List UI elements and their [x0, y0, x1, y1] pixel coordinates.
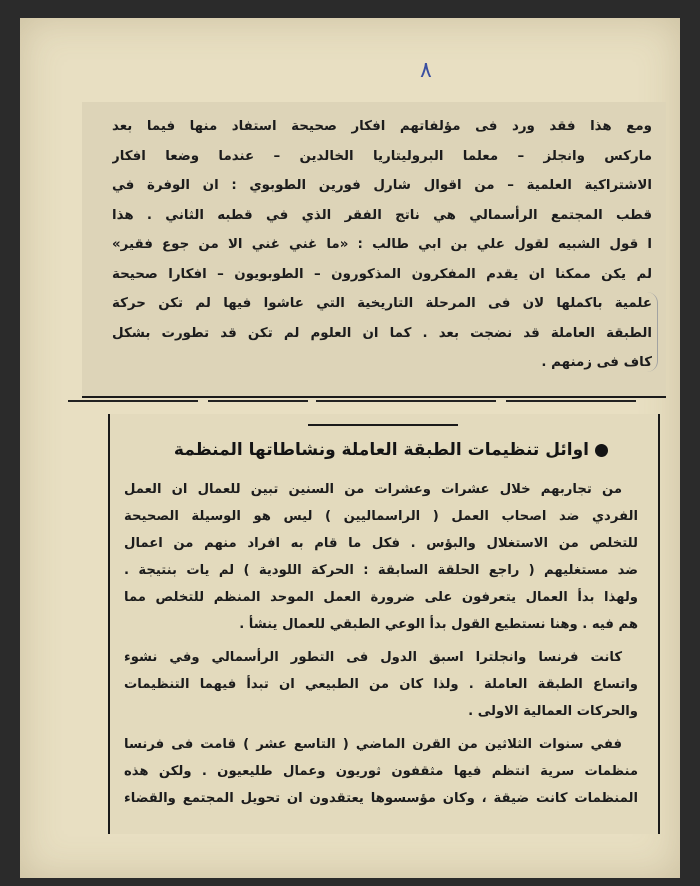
text-line: كانت فرنسا وانجلترا اسبق الدول فى التطور الرأسمالي وفي نشوء: [124, 650, 622, 665]
text-line: المنظمات كانت ضيقة ، وكان مؤسسوها يعتقدون ان تحويل المجتمع والقضاء: [124, 791, 638, 806]
text-line: واتساع الطبقة العاملة . ولذا كان من الطبيعي ان تبدأ فيهما التنظيمات: [124, 677, 638, 692]
text-line: ماركس وانجلز – معلما البروليتاريا الخالدين – عندما وضعا افكار: [112, 148, 652, 164]
clipping-top-text: [112, 112, 652, 378]
text-line: والحركات العمالية الاولى .: [468, 704, 638, 719]
text-line: قطب المجتمع الرأسمالي هي ناتج الفقر الذي في قطبه الثاني . هذا: [112, 207, 652, 223]
text-line: ففي سنوات الثلاثين من القرن الماضي ( التاسع عشر ) قامت فى فرنسا: [124, 737, 622, 752]
column-rule: [506, 400, 636, 402]
article-heading-text: اوائل تنظيمات الطبقة العاملة ونشاطاتها المنظمة: [173, 440, 589, 460]
column-rule: [208, 400, 308, 402]
text-line: ا قول الشبيه لقول علي بن ابي طالب : «ما غني غني الا من جوع فقير»: [112, 237, 652, 252]
text-line: للتخلص من الاستغلال والبؤس . فكل ما قام به افراد منهم من اعمال: [124, 536, 638, 551]
text-line: ومع هذا فقد ورد فى مؤلفاتهم افكار صحيحة استفاد منها فيما بعد: [112, 119, 652, 134]
article-heading: [174, 440, 608, 460]
heading-rule: [308, 424, 458, 426]
text-line: الفردي ضد اصحاب العمل ( الراسماليين ) ليس هو الوسيلة الصحيحة: [124, 509, 638, 524]
bullet-icon: [595, 444, 608, 457]
text-line: الطبقة العاملة قد نضجت بعد . كما ان العلوم لم تكن قد تطورت بشكل: [112, 325, 652, 341]
text-line: ولهذا بدأ العمال يتعرفون على ضرورة العمل الموحد المنظم للتخلص مما: [124, 590, 638, 605]
text-line: كاف فى زمنهم .: [541, 355, 652, 370]
paper-sheet: [20, 18, 680, 878]
column-rule: [316, 400, 496, 402]
text-line: ضد مستغليهم ( راجع الحلقة السابقة : الحركة اللودية ) لم يات بنتيجة .: [124, 563, 638, 578]
pencil-mark: [647, 292, 658, 372]
text-line: هم فيه . وهنا نستطيع القول بدأ الوعي الطبقي للعمال ينشأ .: [239, 617, 638, 632]
text-line: علمية باكملها لان فى المرحلة التاريخية التي عاشوا فيها لم تكن حركة: [112, 296, 652, 311]
article-body: [124, 476, 638, 812]
column-rule: [68, 400, 198, 402]
handwritten-page-number: ٨: [420, 58, 432, 83]
newspaper-clipping-bottom: [108, 414, 660, 834]
newspaper-clipping-top: [82, 102, 666, 398]
text-line: لم يكن ممكنا ان يقدم المفكرون المذكورون – الطوبويون – افكارا صحيحة: [112, 266, 652, 282]
text-line: منظمات سرية انتظم فيها مثقفون ثوريون وعمال طليعيون . ولكن هذه: [124, 764, 638, 779]
text-line: الاشتراكية العلمية – من اقوال شارل فورين الطوبوي : ان الوفرة في: [112, 178, 652, 193]
text-line: من تجاربهم خلال عشرات وعشرات من السنين تبين للعمال ان العمل: [124, 482, 622, 497]
